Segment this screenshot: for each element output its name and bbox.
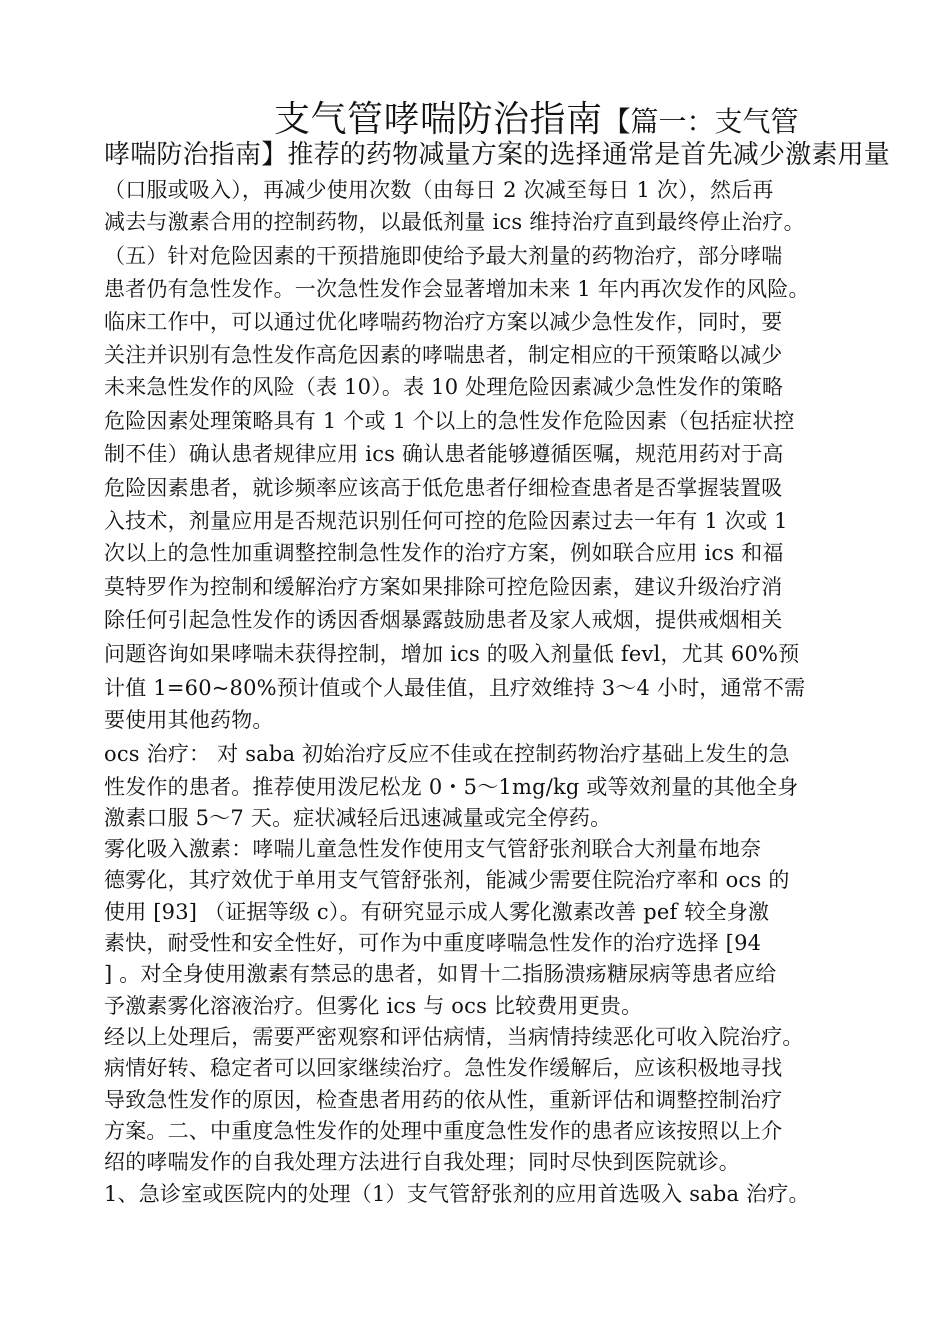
text-line-19: ocs 治疗： 对 saba 初始治疗反应不佳或在控制药物治疗基础上发生的急: [104, 742, 790, 766]
text-line-30: 导致急性发作的原因，检查患者用药的依从性，重新评估和调整控制治疗: [104, 1088, 783, 1112]
text-line-9: 危险因素处理策略具有 1 个或 1 个以上的急性发作危险因素（包括症状控: [104, 409, 795, 433]
text-line-11: 危险因素患者，就诊频率应该高于低危患者仔细检查患者是否掌握装置吸: [104, 476, 783, 500]
text-line-27: 予激素雾化溶液治疗。但雾化 ics 与 ocs 比较费用更贵。: [104, 994, 643, 1018]
text-line-4: （五）针对危险因素的干预措施即使给予最大剂量的药物治疗，部分哮喘: [104, 244, 783, 268]
text-line-24: 使用 [93] （证据等级 c）。有研究显示成人雾化激素改善 pef 较全身激: [104, 900, 770, 924]
text-line-14: 莫特罗作为控制和缓解治疗方案如果排除可控危险因素，建议升级治疗消: [104, 575, 783, 599]
text-line-15: 除任何引起急性发作的诱因香烟暴露鼓励患者及家人戒烟，提供戒烟相关: [104, 608, 783, 632]
title-main: 支气管哮喘防治指南: [274, 99, 603, 140]
text-line-1: 哮喘防治指南】推荐的药物减量方案的选择通常是首先减少激素用量: [104, 140, 891, 170]
text-line-2: （口服或吸入），再减少使用次数（由每日 2 次减至每日 1 次），然后再: [104, 178, 774, 202]
text-line-21: 激素口服 5～7 天。症状减轻后迅速减量或完全停药。: [104, 806, 612, 830]
text-line-16: 问题咨询如果哮喘未获得控制，增加 ics 的吸入剂量低 fevl，尤其 60%预: [104, 642, 800, 666]
text-line-20: 性发作的患者。推荐使用泼尼松龙 0・5～1mg/kg 或等效剂量的其他全身: [104, 775, 799, 799]
text-line-7: 关注并识别有急性发作高危因素的哮喘患者，制定相应的干预策略以减少: [104, 343, 783, 367]
text-line-32: 绍的哮喘发作的自我处理方法进行自我处理；同时尽快到医院就诊。: [104, 1150, 740, 1174]
text-line-31: 方案。二、中重度急性发作的处理中重度急性发作的患者应该按照以上介: [104, 1119, 783, 1143]
text-line-18: 要使用其他药物。: [104, 708, 274, 732]
text-line-29: 病情好转、稳定者可以回家继续治疗。急性发作缓解后，应该积极地寻找: [104, 1056, 783, 1080]
text-line-33: 1、急诊室或医院内的处理（1）支气管舒张剂的应用首选吸入 saba 治疗。: [104, 1182, 810, 1206]
text-line-12: 入技术，剂量应用是否规范识别任何可控的危险因素过去一年有 1 次或 1: [104, 509, 788, 533]
text-line-5: 患者仍有急性发作。一次急性发作会显著增加未来 1 年内再次发作的风险。: [104, 277, 810, 301]
text-line-3: 减去与激素合用的控制药物，以最低剂量 ics 维持治疗直到最终停止治疗。: [104, 210, 805, 234]
text-line-6: 临床工作中，可以通过优化哮喘药物治疗方案以减少急性发作，同时，要: [104, 310, 783, 334]
text-line-8: 未来急性发作的风险（表 10）。表 10 处理危险因素减少急性发作的策略: [104, 375, 784, 399]
text-line-28: 经以上处理后，需要严密观察和评估病情，当病情持续恶化可收入院治疗。: [104, 1025, 804, 1049]
text-line-25: 素快，耐受性和安全性好，可作为中重度哮喘急性发作的治疗选择 [94: [104, 931, 762, 955]
text-line-17: 计值 1=60~80%预计值或个人最佳值，且疗效维持 3～4 小时，通常不需: [104, 676, 806, 700]
text-line-13: 次以上的急性加重调整控制急性发作的治疗方案，例如联合应用 ics 和福: [104, 541, 784, 565]
title-subtitle: 【篇一：支气管: [602, 105, 799, 138]
text-line-22: 雾化吸入激素：哮喘儿童急性发作使用支气管舒张剂联合大剂量布地奈: [104, 837, 762, 861]
text-line-23: 德雾化，其疗效优于单用支气管舒张剂，能减少需要住院治疗率和 ocs 的: [104, 868, 790, 892]
text-line-26: ] 。对全身使用激素有禁忌的患者，如胃十二指肠溃疡糖尿病等患者应给: [104, 962, 777, 986]
text-line-10: 制不佳）确认患者规律应用 ics 确认患者能够遵循医嘱，规范用药对于高: [104, 442, 784, 466]
